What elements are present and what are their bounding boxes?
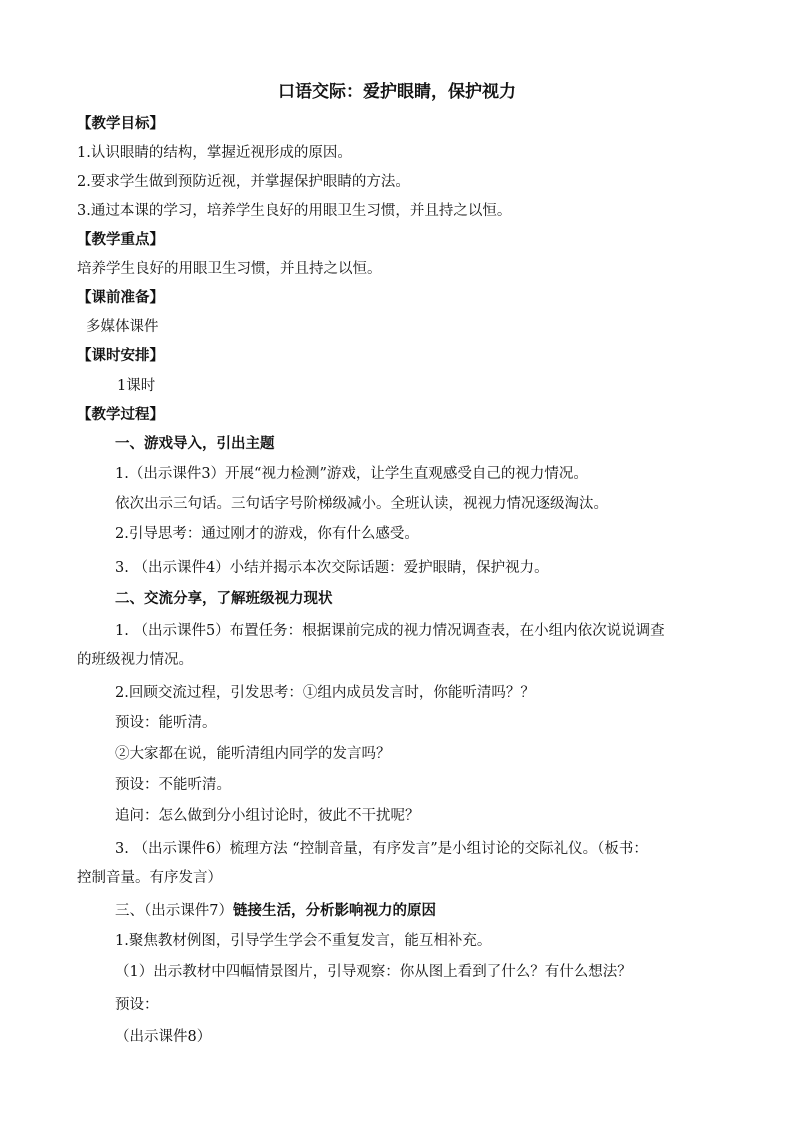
step-heading-1: 一、游戏导入，引出主题 [115, 435, 275, 452]
step-heading-3-prefix: 三、（出示课件7） [115, 903, 233, 919]
paragraph: 预设：能听清。 [115, 715, 217, 731]
section-heading-objectives: 【教学目标】 [77, 115, 164, 132]
section-heading-process: 【教学过程】 [77, 406, 164, 423]
page-title: 口语交际：爱护眼睛，保护视力 [278, 82, 516, 102]
paragraph: 1.聚焦教材例图，引导学生学会不重复发言，能互相补充。 [115, 933, 492, 949]
paragraph: 1.（出示课件3）开展“视力检测”游戏，让学生直观感受自己的视力情况。 [115, 466, 588, 482]
paragraph: 依次出示三句话。三句话字号阶梯级减小。全班认读，视视力情况逐级淘汰。 [115, 496, 608, 512]
objective-item: 2.要求学生做到预防近视，并掌握保护眼睛的方法。 [77, 174, 410, 190]
paragraph: 3. （出示课件6）梳理方法 “控制音量，有序发言”是小组讨论的交际礼仪。（板书： [115, 841, 648, 857]
keypoint-text: 培养学生良好的用眼卫生习惯，并且持之以恒。 [77, 261, 382, 277]
paragraph: （出示课件8） [115, 1029, 212, 1045]
paragraph: 追问：怎么做到分小组讨论时，彼此不干扰呢？ [115, 808, 420, 824]
paragraph: ②大家都在说，能听清组内同学的发言吗？ [115, 746, 391, 762]
paragraph: 3. （出示课件4）小结并揭示本次交际话题：爱护眼睛，保护视力。 [115, 560, 549, 576]
paragraph: 预设：不能听清。 [115, 777, 231, 793]
section-heading-preparation: 【课前准备】 [77, 289, 164, 306]
paragraph: 1. （出示课件5）布置任务：根据课前完成的视力情况调查表，在小组内依次说说调查 [115, 623, 665, 639]
paragraph: （1）出示教材中四幅情景图片，引导观察：你从图上看到了什么？有什么想法？ [115, 964, 632, 980]
schedule-text: 1课时 [117, 378, 156, 394]
section-heading-keypoints: 【教学重点】 [77, 231, 164, 248]
section-heading-schedule: 【课时安排】 [77, 347, 164, 364]
paragraph: 2.回顾交流过程，引发思考：①组内成员发言时，你能听清吗？？ [115, 685, 535, 701]
paragraph: 2.引导思考：通过刚才的游戏，你有什么感受。 [115, 526, 419, 542]
objective-item: 3.通过本课的学习，培养学生良好的用眼卫生习惯，并且持之以恒。 [77, 203, 512, 219]
step-heading-3 [115, 900, 436, 922]
paragraph: 的班级视力情况。 [77, 652, 193, 668]
step-heading-3-title: 链接生活，分析影响视力的原因 [232, 902, 436, 919]
paragraph: 控制音量。有序发言） [77, 870, 222, 886]
preparation-text: 多媒体课件 [86, 319, 159, 335]
paragraph: 预设： [115, 997, 159, 1013]
objective-item: 1.认识眼睛的结构，掌握近视形成的原因。 [77, 145, 352, 161]
step-heading-2: 二、交流分享，了解班级视力现状 [115, 590, 333, 607]
